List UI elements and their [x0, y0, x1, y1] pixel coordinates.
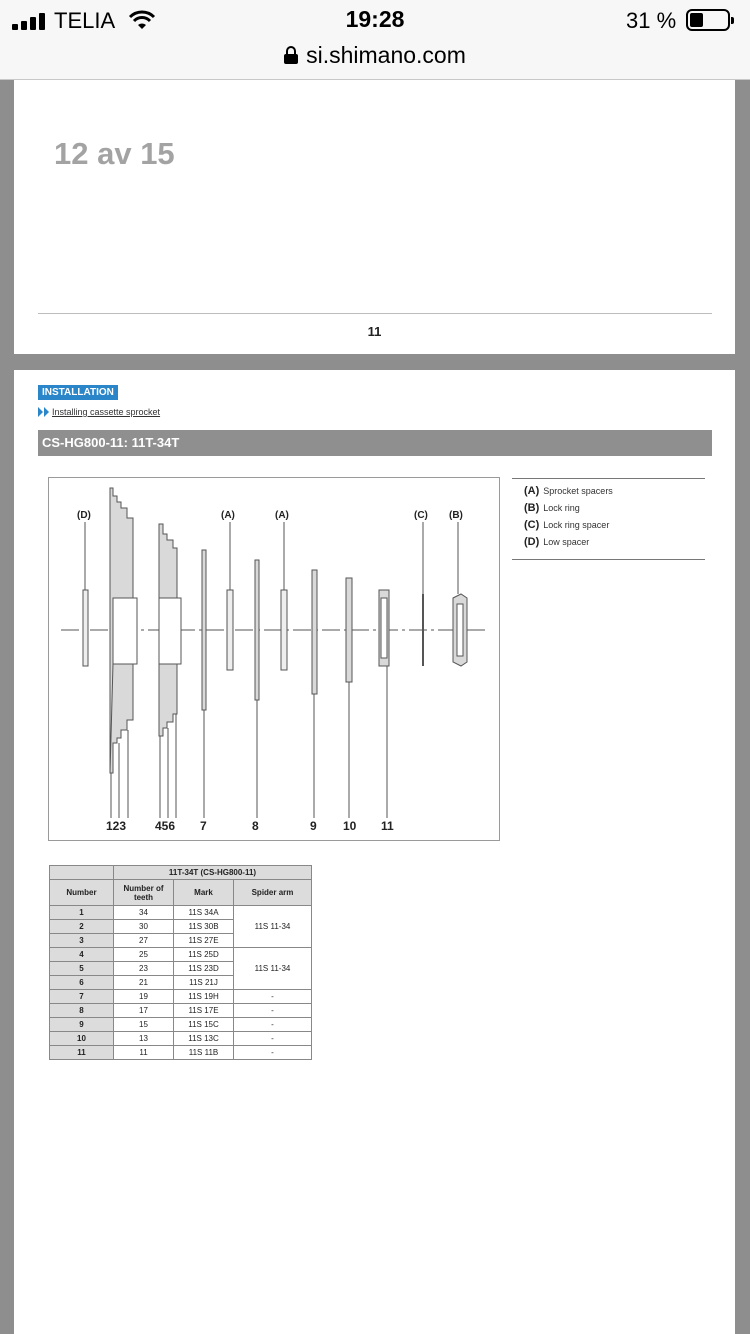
- installation-badge: INSTALLATION: [38, 385, 118, 400]
- cell-teeth: 17: [114, 1004, 174, 1018]
- legend-item: [524, 485, 705, 502]
- sprocket-label-7: 7: [200, 819, 207, 833]
- table-row: [50, 990, 312, 1004]
- cell-number: 10: [50, 1032, 114, 1046]
- table-row: [50, 1004, 312, 1018]
- cell-mark: 11S 30B: [174, 920, 234, 934]
- callout-C: (C): [414, 510, 428, 521]
- cell-teeth: 27: [114, 934, 174, 948]
- legend-text: Lock ring: [543, 503, 580, 513]
- cell-mark: 11S 21J: [174, 976, 234, 990]
- exploded-diagram: [48, 477, 500, 841]
- cell-spider-arm: -: [234, 1046, 312, 1060]
- cell-spider-arm: -: [234, 1032, 312, 1046]
- cell-number: 2: [50, 920, 114, 934]
- cell-mark: 11S 13C: [174, 1032, 234, 1046]
- legend-item: [524, 536, 705, 553]
- cell-number: 5: [50, 962, 114, 976]
- col-header-spider-arm: Spider arm: [234, 880, 312, 906]
- cell-mark: 11S 23D: [174, 962, 234, 976]
- url-text: si.shimano.com: [306, 41, 466, 68]
- cell-teeth: 25: [114, 948, 174, 962]
- status-bar: [0, 0, 750, 80]
- clock: 19:28: [345, 6, 405, 32]
- sprocket-label-4-6: 456: [155, 819, 176, 833]
- document-page-previous: [14, 80, 735, 354]
- footer-divider: [38, 313, 712, 314]
- page-number: 11: [367, 324, 382, 339]
- cell-teeth: 23: [114, 962, 174, 976]
- cell-teeth: 11: [114, 1046, 174, 1060]
- cell-number: 8: [50, 1004, 114, 1018]
- col-header-teeth: Number of teeth: [114, 880, 174, 906]
- diagram-legend: [512, 478, 705, 560]
- cell-number: 4: [50, 948, 114, 962]
- cell-teeth: 15: [114, 1018, 174, 1032]
- cell-number: 11: [50, 1046, 114, 1060]
- cell-spider-arm: 11S 11-34: [234, 906, 312, 948]
- cell-teeth: 21: [114, 976, 174, 990]
- legend-text: Sprocket spacers: [543, 486, 613, 496]
- sprocket-table: [49, 865, 312, 1060]
- cell-number: 1: [50, 906, 114, 920]
- table-corner: [50, 866, 114, 880]
- cassette-drawing: [49, 478, 499, 840]
- cell-teeth: 13: [114, 1032, 174, 1046]
- legend-text: Lock ring spacer: [543, 520, 610, 530]
- table-row: [50, 1018, 312, 1032]
- callout-D: (D): [77, 510, 91, 521]
- battery-percentage: 31 %: [626, 8, 677, 33]
- document-page: [14, 370, 735, 1334]
- table-row: [50, 906, 312, 920]
- legend-key: (A): [524, 485, 540, 497]
- battery-icon: [686, 9, 730, 31]
- cell-spider-arm: -: [234, 1004, 312, 1018]
- subnav: [38, 407, 160, 417]
- cell-number: 7: [50, 990, 114, 1004]
- col-header-number: Number: [50, 880, 114, 906]
- page-counter: 12 av 15: [54, 136, 175, 171]
- callout-A-2: (A): [275, 510, 289, 521]
- cell-mark: 11S 17E: [174, 1004, 234, 1018]
- cell-teeth: 34: [114, 906, 174, 920]
- cell-number: 3: [50, 934, 114, 948]
- double-chevron-icon: [38, 407, 50, 417]
- sprocket-label-1-3: 123: [106, 819, 127, 833]
- table-group-header: 11T-34T (CS-HG800-11): [114, 866, 312, 880]
- col-header-mark: Mark: [174, 880, 234, 906]
- cell-mark: 11S 11B: [174, 1046, 234, 1060]
- sprocket-label-11: 11: [381, 819, 394, 833]
- legend-key: (B): [524, 502, 540, 514]
- cell-number: 9: [50, 1018, 114, 1032]
- legend-key: (D): [524, 536, 540, 548]
- lock-icon: [284, 46, 298, 64]
- cell-spider-arm: 11S 11-34: [234, 948, 312, 990]
- legend-item: [524, 502, 705, 519]
- table-row: [50, 948, 312, 962]
- address-bar[interactable]: [0, 40, 750, 70]
- legend-text: Low spacer: [543, 537, 590, 547]
- sprocket-label-9: 9: [310, 819, 317, 833]
- callout-A-1: (A): [221, 510, 235, 521]
- cell-mark: 11S 19H: [174, 990, 234, 1004]
- sprocket-label-10: 10: [343, 819, 357, 833]
- cell-mark: 11S 25D: [174, 948, 234, 962]
- cell-teeth: 30: [114, 920, 174, 934]
- installing-cassette-link[interactable]: Installing cassette sprocket: [52, 407, 161, 417]
- cell-number: 6: [50, 976, 114, 990]
- cell-teeth: 19: [114, 990, 174, 1004]
- cell-mark: 11S 27E: [174, 934, 234, 948]
- callout-B: (B): [449, 510, 463, 521]
- sprocket-label-8: 8: [252, 819, 259, 833]
- table-row: [50, 1032, 312, 1046]
- legend-key: (C): [524, 519, 540, 531]
- cell-spider-arm: -: [234, 1018, 312, 1032]
- cell-spider-arm: -: [234, 990, 312, 1004]
- section-title: CS-HG800-11: 11T-34T: [38, 430, 712, 456]
- carrier-name: TELIA: [54, 8, 116, 33]
- table-row: [50, 1046, 312, 1060]
- cell-mark: 11S 15C: [174, 1018, 234, 1032]
- cell-mark: 11S 34A: [174, 906, 234, 920]
- legend-item: [524, 519, 705, 536]
